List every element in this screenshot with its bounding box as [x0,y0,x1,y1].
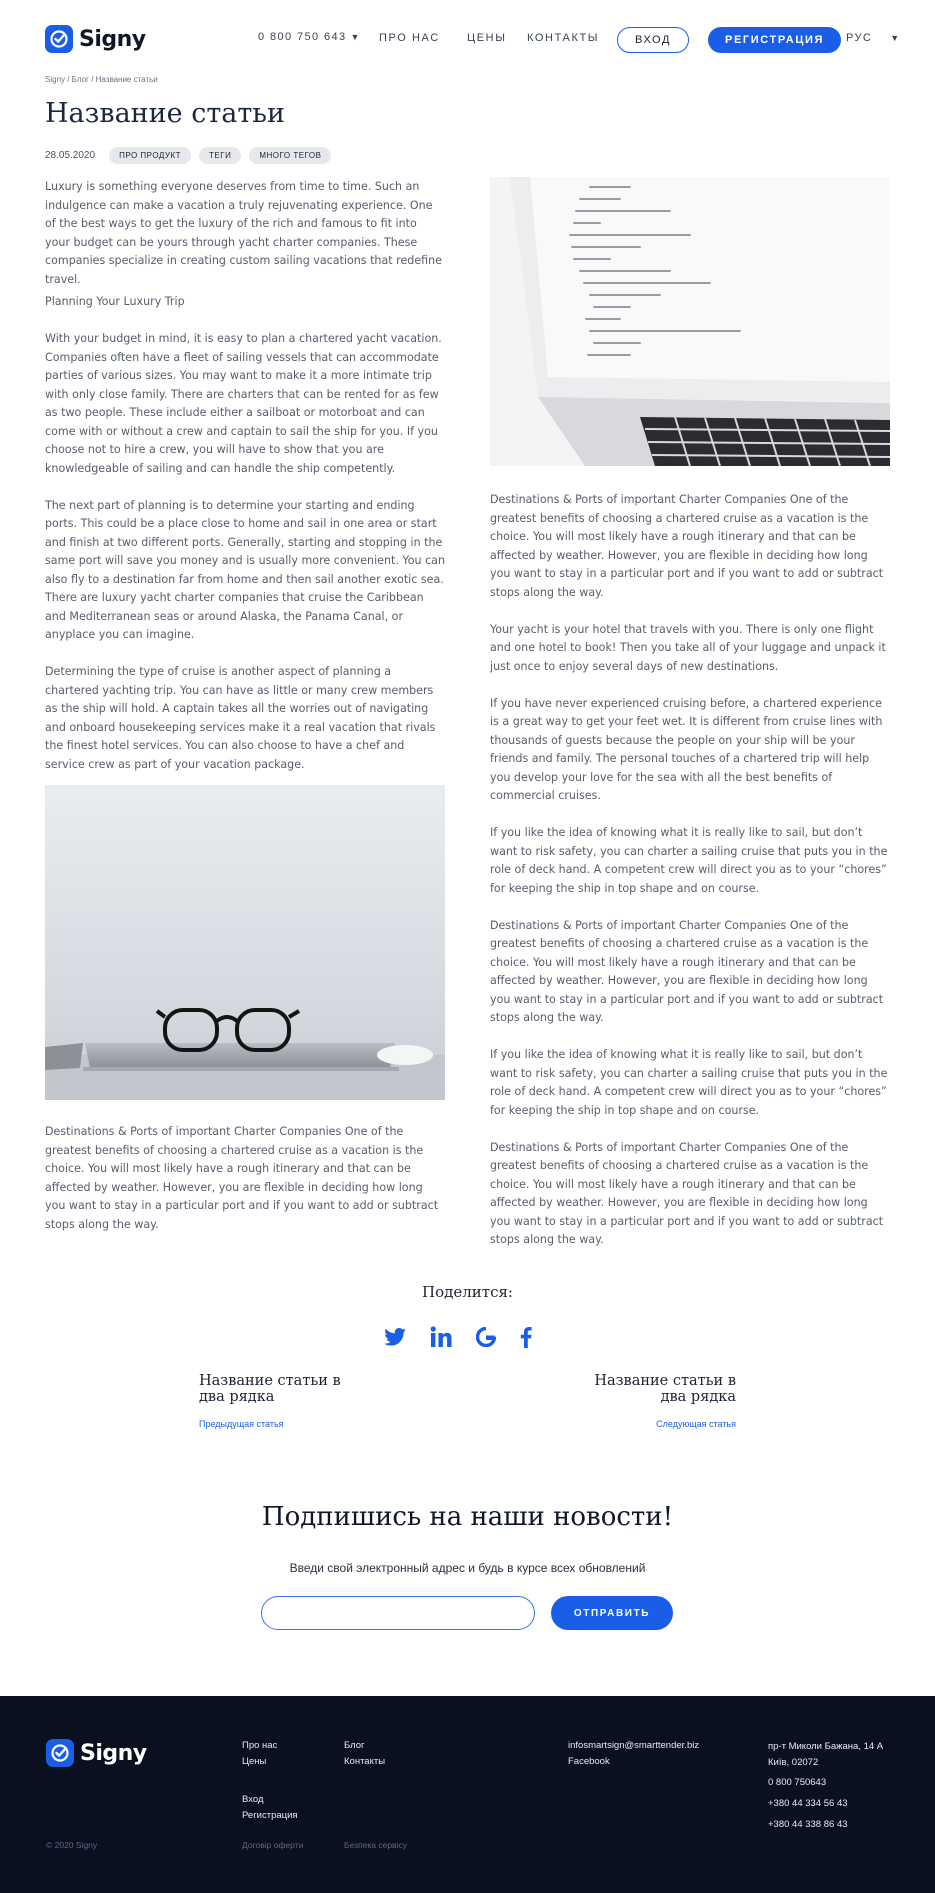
language-label: РУС [846,32,873,44]
footer-address: Київ, 02072 [768,1757,819,1768]
paragraph: Destinations & Ports of important Charter Companies One of the greatest benefits of choosing a chartered cruise as a vacation is the choice. You will most likely have a rough itinerary and that can be affected by weather. However, you are flexible in deciding how long you want to stay in a particular port and if you want to add or subtract stops along the way. [490,493,884,599]
linkedin-icon[interactable] [430,1326,452,1353]
paragraph: If you like the idea of knowing what it is really like to sail, but don’t want to risk safety, you can charter a sailing cruise that puts you in the role of deck hand. A competent crew will direct you as to your “chores” for keeping the ship in top shape and on course. [490,1048,888,1117]
article-meta [45,147,339,164]
logo-icon [46,1739,74,1767]
paragraph: Destinations & Ports of important Charter Companies One of the greatest benefits of choosing a chartered cruise as a vacation is the choice. You will most likely have a rough itinerary and that can be affected by weather. However, you are flexible in deciding how long you want to stay in a particular port and if you want to add or subtract stops along the way. [490,918,884,1024]
article-date: 28.05.2020 [45,150,96,161]
phone-dropdown[interactable] [258,31,361,43]
chevron-down-icon: ▼ [890,33,901,43]
paragraph: Your yacht is your hotel that travels with you. There is only one flight and one hotel to book! Then you take all of your luggage and unpack it just once to enjoy several days of new destinations. [490,622,886,673]
logo-text: Signy [79,26,146,52]
copyright: © 2020 Signy [46,1840,98,1850]
footer-link[interactable]: Вход [242,1794,264,1805]
tag[interactable]: МНОГО ТЕГОВ [249,147,331,164]
next-article-link[interactable]: Следующая статья [656,1419,736,1429]
paragraph: Destinations & Ports of important Charter Companies One of the greatest benefits of choosing a chartered cruise as a vacation is the choice. You will most likely have a rough itinerary and that can be affected by weather. However, you are flexible in deciding how long you want to stay in a particular port and if you want to add or subtract stops along the way. [45,1125,439,1231]
nav-prices[interactable]: ЦЕНЫ [467,32,507,44]
submit-button[interactable]: ОТПРАВИТЬ [551,1596,673,1630]
twitter-icon[interactable] [384,1328,406,1351]
offer-link[interactable]: Договір оферти [242,1840,304,1850]
tag[interactable]: ПРО ПРОДУКТ [109,147,191,164]
paragraph: Luxury is something everyone deserves from time to time. Such an indulgence can make a vacation a truly rejuvenating experience. One of the best ways to get the luxury of the rich and famous to fit into your budget can be yours through yacht charter companies. These companies specialize in creating custom sailing vacations that redefine travel. [45,180,442,286]
footer-phone[interactable]: +380 44 338 86 43 [768,1819,848,1830]
header [0,0,935,80]
logo[interactable] [45,25,146,53]
footer-phone[interactable]: +380 44 334 56 43 [768,1798,848,1809]
article-left-bottom [45,1123,445,1253]
footer-link[interactable]: Блог [344,1740,365,1751]
page-title: Название статьи [45,98,286,129]
chevron-down-icon: ▼ [350,32,361,42]
language-dropdown[interactable] [846,32,901,44]
nav-contacts[interactable]: КОНТАКТЫ [527,32,600,44]
footer-facebook[interactable]: Facebook [568,1756,610,1767]
google-icon[interactable] [476,1327,496,1352]
facebook-icon[interactable] [520,1327,532,1353]
footer-logo[interactable] [46,1739,147,1767]
article-left-column [45,178,445,793]
paragraph: With your budget in mind, it is easy to plan a chartered yacht vacation. Companies often have a fleet of sailing vessels that can accommodate parties of various sizes. You may want to make it a more intimate trip with only close family. There are charters that can be rented for as few as two people. These include either a sailboat or motorboat and can come with or without a crew and captain to sail the ship for you. If you choose not to hire a crew, you will have to show that you are knowledgeable of sailing and can handle the ship competently. [45,332,442,475]
footer-link[interactable]: Про нас [242,1740,278,1751]
article-right-column [490,491,890,1268]
register-button[interactable]: РЕГИСТРАЦИЯ [708,27,841,53]
newsletter-subtitle: Введи свой электронный адрес и будь в курсе всех обновлений [289,1561,646,1575]
paragraph: If you have never experienced cruising before, a chartered experience is a great way to get your feet wet. It is different from cruise lines with thousands of guests because the people on your ship will be your friends and family. The personal touches of a chartered trip will help you develop your love for the sea with all the best benefits of commercial cruises. [490,696,883,802]
logo-text: Signy [80,1740,147,1766]
footer-email[interactable]: infosmartsign@smarttender.biz [568,1740,700,1751]
footer-address: пр-т Миколи Бажана, 14 А [768,1741,884,1752]
phone-number: 0 800 750 643 [258,31,347,43]
breadcrumb[interactable]: Signy / Блог / Название статьи [45,75,158,84]
footer [0,1696,935,1893]
footer-link[interactable]: Контакты [344,1756,386,1767]
glasses-image [45,785,445,1100]
tag[interactable]: ТЕГИ [199,147,241,164]
paragraph: Determining the type of cruise is another aspect of planning a chartered yachting trip. You can have as little or many crew members as the ship will hold. A captain takes all the worries out of navigating and onboard housekeeping services make it a real vacation that rivals the finest hotel services. You can also choose to have a chef and service crew as part of your vacation package. [45,665,436,771]
share-title: Поделится: [422,1283,513,1301]
login-button[interactable]: ВХОД [617,27,689,53]
footer-link[interactable]: Регистрация [242,1810,298,1821]
security-link[interactable]: Безпека сервісу [344,1840,407,1850]
nav-about[interactable]: ПРО НАС [379,32,440,44]
paragraph: The next part of planning is to determine your starting and ending ports. This could be a place close to home and sail in one area or start and finish at two different ports. Generally, starting and stopping in the same port will save you money and is usually more convenient. You can also fly to a destination far from home and then sail another exotic sea. There are luxury yacht charter companies that cruise the Caribbean and Mediterranean seas or around Alaska, the Panama Canal, or anyplace you can imagine. [45,498,445,641]
newsletter-title: Подпишись на наши новости! [261,1502,674,1532]
subheading: Planning Your Luxury Trip [45,295,185,308]
paragraph: If you like the idea of knowing what it is really like to sail, but don’t want to risk safety, you can charter a sailing cruise that puts you in the role of deck hand. A competent crew will direct you as to your “chores” for keeping the ship in top shape and on course. [490,826,888,895]
prev-article-link[interactable]: Предыдущая статья [199,1419,284,1429]
share-icons [384,1326,556,1353]
paragraph: Destinations & Ports of important Charter Companies One of the greatest benefits of choosing a chartered cruise as a vacation is the choice. You will most likely have a rough itinerary and that can be affected by weather. However, you are flexible in deciding how long you want to stay in a particular port and if you want to add or subtract stops along the way. [490,1140,884,1246]
footer-link[interactable]: Цены [242,1756,267,1767]
email-field[interactable] [261,1596,535,1630]
footer-phone[interactable]: 0 800 750643 [768,1777,827,1788]
next-article-title[interactable]: Название статьи в два рядка [594,1373,736,1405]
laptop-image [490,177,890,466]
prev-article-title[interactable]: Название статьи в два рядка [199,1373,341,1405]
logo-icon [45,25,73,53]
